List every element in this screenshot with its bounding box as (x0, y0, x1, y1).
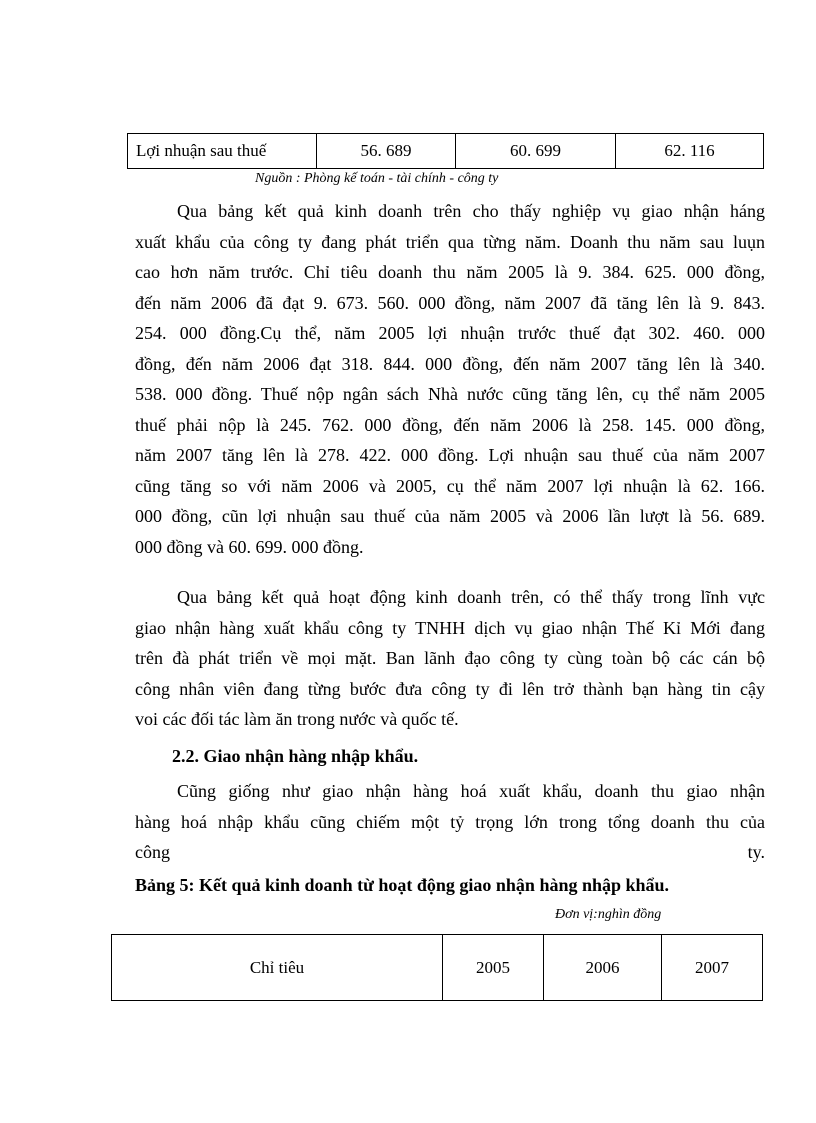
header-cell-2005: 2005 (443, 935, 544, 1001)
row-label: Lợi nhuận sau thuế (128, 134, 317, 169)
header-cell-indicator: Chỉ tiêu (112, 935, 443, 1001)
paragraph-line: công ty. (135, 842, 765, 862)
paragraph-line: hàng hoá nhập khẩu cũng chiếm một tỷ trọng lớn trong tổng doanh thu của (135, 811, 765, 832)
source-note: Nguồn : Phòng kế toán - tài chính - công ty (255, 171, 499, 186)
paragraph-line: năm 2007 tăng lên là 278. 422. 000 đồng. Lợi nhuận sau thuế của năm 2007 (135, 445, 765, 465)
unit-note: Đơn vị:nghìn đồng (555, 907, 662, 922)
paragraph-line: giao nhận hàng xuất khẩu công ty TNHH dịch vụ giao nhận Thế Kỉ Mới đang (135, 617, 765, 638)
header-cell-2006: 2006 (544, 935, 662, 1001)
paragraph-line: đến năm 2006 đã đạt 9. 673. 560. 000 đồng, năm 2007 đã tăng lên là 9. 843. (135, 292, 765, 313)
paragraph-line: Qua bảng kết quả hoạt động kinh doanh trên, có thể thấy trong lĩnh vực (177, 587, 765, 607)
section-heading: 2.2. Giao nhận hàng nhập khẩu. (172, 746, 419, 766)
table-header-row (112, 935, 763, 1001)
profit-table (127, 133, 764, 169)
paragraph-line: 538. 000 đồng. Thuế nộp ngân sách Nhà nước cũng tăng lên, cụ thể năm 2005 (135, 384, 765, 404)
import-results-table (111, 934, 763, 1001)
paragraph-line: Cũng giống như giao nhận hàng hoá xuất khẩu, doanh thu giao nhận (177, 781, 765, 801)
paragraph-line: đồng, đến năm 2006 đạt 318. 844. 000 đồng, đến năm 2007 tăng lên là 340. (135, 353, 765, 374)
paragraph-line: trên đà phát triển về mọi mặt. Ban lãnh đạo công ty cùng toàn bộ các cán bộ (135, 648, 765, 668)
paragraph-1 (135, 196, 765, 562)
paragraph-3 (135, 776, 765, 868)
paragraph-line: xuất khẩu của công ty đang phát triển qua từng năm. Doanh thu năm sau luụn (135, 231, 765, 252)
value-2006: 60. 699 (456, 134, 616, 169)
paragraph-line: 000 đồng và 60. 699. 000 đồng. (135, 536, 364, 557)
paragraph-line: Qua bảng kết quả kinh doanh trên cho thấy nghiệp vụ giao nhận háng (177, 201, 765, 221)
paragraph-line: thuế phải nộp là 245. 762. 000 đồng, đến năm 2006 là 258. 145. 000 đồng, (135, 414, 765, 435)
paragraph-line: cũng tăng so với năm 2006 và 2005, cụ thể năm 2007 lợi nhuận là 62. 166. (135, 475, 765, 496)
paragraph-line: cao hơn năm trước. Chỉ tiêu doanh thu năm 2005 là 9. 384. 625. 000 đồng, (135, 262, 765, 282)
paragraph-line: công nhân viên đang từng bước đưa công ty đi lên trở thành bạn hàng tin cậy (135, 678, 765, 699)
table-row (128, 134, 764, 169)
paragraph-line: 254. 000 đồng.Cụ thể, năm 2005 lợi nhuận trước thuế đạt 302. 460. 000 (135, 323, 765, 343)
paragraph-line: voi các đối tác làm ăn trong nước và quốc tế. (135, 709, 459, 729)
value-2005: 56. 689 (317, 134, 456, 169)
header-cell-2007: 2007 (662, 935, 763, 1001)
value-2007: 62. 116 (616, 134, 764, 169)
paragraph-line: 000 đồng, cũn lợi nhuận sau thuế của năm 2005 và 2006 lần lượt là 56. 689. (135, 506, 765, 526)
table-caption: Bảng 5: Kết quả kinh doanh từ hoạt động giao nhận hàng nhập khẩu. (135, 875, 670, 895)
paragraph-2 (135, 582, 765, 735)
